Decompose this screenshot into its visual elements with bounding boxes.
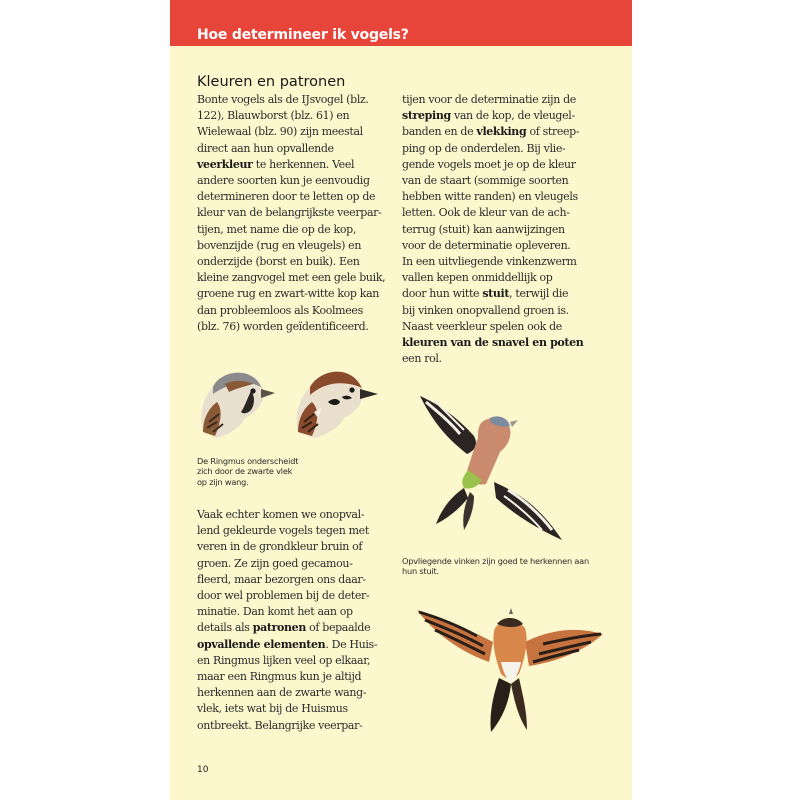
tree-sparrow-illustration	[290, 362, 385, 442]
text-segment: lend gekleurde vogels tegen met	[197, 524, 369, 538]
text-column-1	[197, 92, 397, 335]
caption-line: De Ringmus onderscheidt	[197, 456, 299, 466]
text-line	[402, 173, 617, 189]
text-segment: voor de determinatie opleveren.	[402, 238, 571, 252]
text-line	[402, 319, 617, 335]
text-segment: groene rug en zwart-witte kop kan	[197, 287, 380, 301]
text-segment: direct aan hun opvallende	[197, 141, 334, 155]
text-line	[197, 588, 397, 604]
text-segment: dan probleemloos als Koolmees	[197, 303, 363, 317]
text-column-3	[402, 92, 617, 367]
text-line	[197, 205, 397, 221]
brambling-flight-illustration	[415, 600, 605, 735]
text-segment: herkennen aan de zwarte wang-	[197, 686, 367, 700]
section-title: Kleuren en patronen	[197, 74, 346, 90]
text-line	[402, 205, 617, 221]
text-line	[197, 572, 397, 588]
text-line	[197, 92, 397, 108]
text-line	[197, 637, 397, 653]
bold-term: patronen	[252, 621, 306, 635]
text-line	[197, 620, 397, 636]
text-segment: kleine zangvogel met een gele buik,	[197, 271, 386, 285]
text-segment: een rol.	[402, 352, 442, 366]
text-segment: Vaak echter komen we onopval-	[197, 508, 365, 521]
text-segment: vlek, iets wat bij de Huismus	[197, 702, 348, 716]
bold-term: veerkleur	[197, 157, 253, 171]
text-line	[197, 254, 397, 270]
text-segment: Wielewaal (blz. 90) zijn meestal	[197, 125, 363, 139]
text-line	[402, 92, 617, 108]
text-segment: en Ringmus lijken veel op elkaar,	[197, 653, 371, 667]
text-segment: bij vinken onopvallend groen is.	[402, 303, 569, 317]
text-line	[402, 254, 617, 270]
text-line	[197, 701, 397, 717]
text-segment: terrug (stuit) kan aanwijzingen	[402, 222, 565, 236]
text-line	[197, 286, 397, 302]
caption-line: Opvliegende vinken zijn goed te herkennen aan	[402, 556, 589, 566]
text-segment: bovenzijde (rug en vleugels) en	[197, 238, 362, 252]
house-sparrow-illustration	[195, 362, 280, 442]
text-line	[197, 685, 397, 701]
text-segment: hebben witte randen) en vleugels	[402, 190, 578, 204]
text-line	[197, 653, 397, 669]
text-segment: door hun witte	[402, 287, 483, 301]
text-segment: van de staart (sommige soorten	[402, 174, 569, 188]
text-segment: determineren door te letten op de	[197, 190, 376, 204]
chapter-title: Hoe determineer ik vogels?	[197, 27, 409, 43]
text-segment: details als	[197, 621, 253, 635]
page-number: 10	[197, 765, 209, 775]
text-line	[197, 108, 397, 124]
bold-term: vlekking	[476, 125, 527, 139]
caption-line: zich door de zwarte vlek	[197, 466, 293, 477]
text-segment: gende vogels moet je op de kleur	[402, 157, 576, 171]
text-line	[197, 270, 397, 286]
text-segment: veren in de grondkleur bruin of	[197, 540, 363, 554]
text-segment: kleur van de belangrijkste veerpar-	[197, 206, 382, 220]
text-segment: vallen kepen onmiddellijk op	[402, 271, 553, 285]
text-line	[197, 523, 397, 539]
bold-term: streping	[402, 109, 451, 123]
text-segment: onderzijde (borst en buik). Een	[197, 255, 360, 269]
text-segment: door wel problemen bij de deter-	[197, 589, 370, 603]
text-segment: Naast veerkleur spelen ook de	[402, 319, 562, 333]
text-line	[197, 222, 397, 238]
text-segment: minatie. Dan komt het aan op	[197, 605, 353, 619]
text-line	[197, 157, 397, 173]
text-segment: of streep-	[526, 125, 580, 139]
text-line	[402, 303, 617, 319]
text-line	[197, 303, 397, 319]
text-line	[197, 669, 397, 685]
text-segment: van de kop, de vleugel-	[450, 109, 575, 123]
text-segment: te herkennen. Veel	[252, 157, 355, 171]
text-line	[197, 319, 397, 335]
text-segment: andere soorten kun je eenvoudig	[197, 174, 370, 188]
bold-term: stuit	[482, 287, 510, 301]
text-segment: , terwijl die	[509, 287, 569, 301]
text-line	[402, 351, 617, 367]
text-line	[402, 335, 617, 351]
text-line	[402, 189, 617, 205]
text-segment: maar een Ringmus kun je altijd	[197, 670, 362, 684]
text-segment: 122), Blauwborst (blz. 61) en	[197, 109, 350, 123]
text-line	[197, 124, 397, 140]
text-line	[402, 124, 617, 140]
bold-term: opvallende elementen	[197, 637, 326, 651]
text-line	[402, 141, 617, 157]
text-line	[402, 238, 617, 254]
text-segment: . De Huis-	[325, 637, 378, 651]
text-line	[402, 286, 617, 302]
text-line	[197, 189, 397, 205]
text-line	[402, 222, 617, 238]
text-line	[402, 157, 617, 173]
chaffinch-flight-illustration	[412, 392, 572, 544]
caption-line: op zijn wang.	[197, 476, 249, 487]
text-line	[197, 718, 397, 734]
text-line	[402, 270, 617, 286]
text-line	[197, 556, 397, 572]
text-line	[197, 539, 397, 555]
text-line	[197, 238, 397, 254]
text-line	[402, 108, 617, 124]
text-segment: letten. Ook de kleur van de ach-	[402, 206, 570, 220]
text-line	[197, 141, 397, 157]
text-segment: ontbreekt. Belangrijke veerpar-	[197, 718, 363, 732]
text-segment: In een uitvliegende vinkenzwerm	[402, 255, 577, 269]
text-segment: tijen, met name die op de kop,	[197, 222, 356, 236]
text-segment: of bepaalde	[305, 621, 371, 635]
text-segment: tijen voor de determinatie zijn de	[402, 93, 576, 106]
chaffinch-caption	[402, 556, 589, 577]
text-segment: (blz. 76) worden geïdentificeerd.	[197, 319, 369, 333]
text-line	[197, 173, 397, 189]
text-segment: banden en de	[402, 125, 477, 139]
text-line	[197, 507, 397, 523]
text-segment: fleerd, maar bezorgen ons daar-	[197, 572, 366, 586]
text-column-2	[197, 507, 397, 734]
text-segment: ping op de onderdelen. Bij vlie-	[402, 141, 566, 155]
sparrow-caption	[197, 456, 298, 487]
bold-term: kleuren van de snavel en poten	[402, 336, 584, 350]
text-line	[197, 604, 397, 620]
caption-line: hun stuit.	[402, 566, 439, 577]
text-segment: groen. Ze zijn goed gecamou-	[197, 556, 353, 570]
book-page	[170, 0, 632, 800]
text-segment: Bonte vogels als de IJsvogel (blz.	[197, 93, 369, 106]
